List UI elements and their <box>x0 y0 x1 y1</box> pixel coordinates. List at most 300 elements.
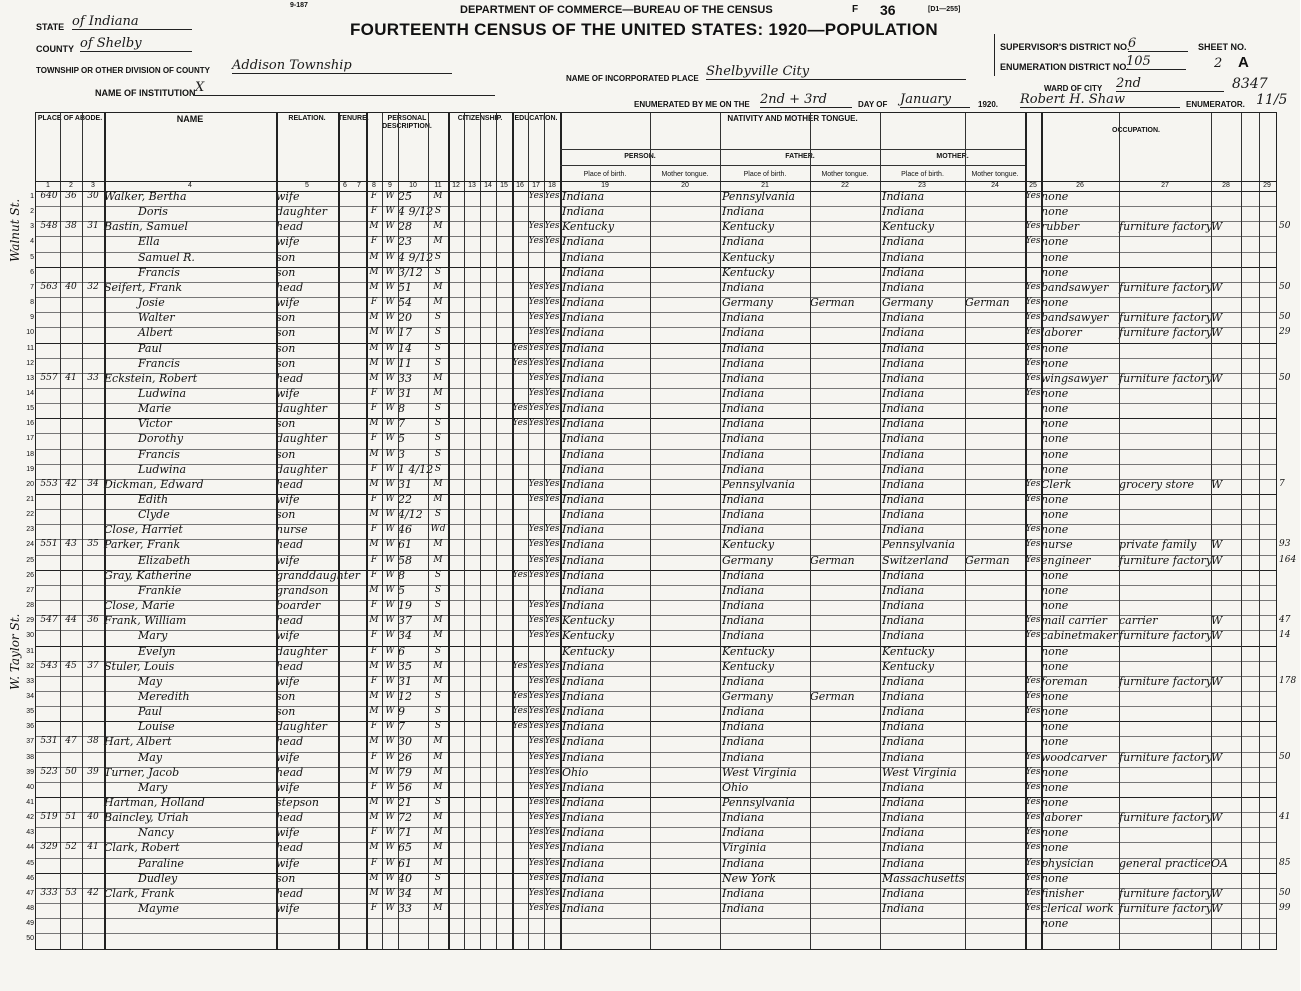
cell-rel: head <box>276 371 304 385</box>
cell-line: 9 <box>30 314 34 322</box>
cell-fpob: Indiana <box>722 902 765 916</box>
cell-line: 48 <box>26 905 34 913</box>
cell-write: Yes <box>544 842 560 853</box>
cell-pob: Indiana <box>562 462 605 476</box>
cell-name: Paraline <box>138 856 184 870</box>
cell-race: W <box>385 266 395 277</box>
enumerator-name: Robert H. Shaw <box>1020 92 1180 108</box>
cell-write: Yes <box>544 660 560 671</box>
cell-eng: Yes <box>1025 827 1041 838</box>
cell-read: Yes <box>528 554 544 565</box>
mother-pob-header: Place of birth. <box>901 171 944 178</box>
cell-trade: none <box>1041 493 1069 506</box>
person-tongue-header: Mother tongue. <box>661 171 709 178</box>
cell-mtongue: German <box>965 553 1010 567</box>
cell-dwelling: 53 <box>65 887 77 898</box>
ward-value: 2nd <box>1116 76 1224 92</box>
cell-trade: none <box>1041 508 1069 522</box>
cell-trade: none <box>1041 796 1069 809</box>
cell-mar: Wd <box>430 524 446 535</box>
cell-dwelling: 38 <box>65 221 77 232</box>
cell-pob: Indiana <box>562 583 605 597</box>
cell-fpob: Kentucky <box>722 265 775 279</box>
cell-fpob: Indiana <box>722 583 765 597</box>
cell-fpob: Indiana <box>722 629 765 643</box>
cell-race: W <box>385 812 395 823</box>
cell-name: Seifert, Frank <box>104 280 183 294</box>
cell-trade: woodcarver <box>1041 750 1107 764</box>
cell-trade: wingsawyer <box>1041 371 1108 385</box>
cell-dwelling: 45 <box>65 660 77 671</box>
cell-industry: furniture factory <box>1119 750 1213 764</box>
cell-sex: M <box>369 539 379 550</box>
cell-trade: none <box>1041 917 1069 931</box>
cell-emp: W <box>1211 326 1223 340</box>
cell-pob: Indiana <box>562 523 605 537</box>
cell-trade: none <box>1041 250 1069 264</box>
column-number: 3 <box>91 182 95 189</box>
cell-rel: daughter <box>276 720 327 734</box>
cell-mpob: Indiana <box>882 447 925 461</box>
cell-mpob: Indiana <box>882 477 925 491</box>
cell-family: 41 <box>87 842 99 853</box>
cell-pob: Indiana <box>562 447 605 461</box>
cell-name: Francis <box>138 447 180 461</box>
cell-sex: M <box>369 812 379 823</box>
cell-pob: Indiana <box>562 796 605 809</box>
enumerated-year: 1920. <box>978 100 999 109</box>
cell-fpob: Indiana <box>722 826 765 840</box>
cell-mpob: Indiana <box>882 856 925 870</box>
cell-fpob: Indiana <box>722 447 765 461</box>
cell-line: 27 <box>26 586 34 594</box>
cell-mpob: Indiana <box>882 235 925 249</box>
cell-age: 46 <box>398 523 412 537</box>
cell-mar: M <box>433 281 443 292</box>
cell-name: Dickman, Edward <box>104 477 204 491</box>
cell-house: 551 <box>40 539 58 550</box>
cell-age: 61 <box>398 856 412 870</box>
cell-line: 50 <box>26 935 34 943</box>
cell-line: 15 <box>26 405 34 413</box>
cell-trade: none <box>1041 432 1069 446</box>
cell-name: Frank, William <box>104 614 187 628</box>
cell-read: Yes <box>528 872 544 883</box>
cell-read: Yes <box>528 766 544 777</box>
cell-fpob: Kentucky <box>722 644 775 658</box>
cell-race: W <box>385 872 395 883</box>
cell-family: 31 <box>87 221 99 232</box>
cell-line: 5 <box>30 253 34 261</box>
cell-write: Yes <box>544 191 560 201</box>
cell-sex: M <box>369 448 379 459</box>
cell-rel: wife <box>276 386 300 400</box>
margin-street-2: W. Taylor St. <box>8 613 22 690</box>
cell-rel: head <box>276 841 304 855</box>
column-rule <box>428 113 429 949</box>
cell-industry: grocery store <box>1119 477 1195 491</box>
cell-race: W <box>385 509 395 520</box>
cell-ftongue: German <box>810 553 855 567</box>
cell-race: W <box>385 645 395 656</box>
cell-line: 6 <box>30 268 34 276</box>
cell-mpob: Indiana <box>882 796 925 809</box>
cell-trade: none <box>1041 402 1069 416</box>
cell-mpob: Indiana <box>882 523 925 537</box>
cell-rel: wife <box>276 856 300 870</box>
cell-pob: Indiana <box>562 477 605 491</box>
column-rule <box>448 113 450 949</box>
cell-mar: M <box>433 236 443 247</box>
cell-pob: Indiana <box>562 886 605 900</box>
cell-mar: S <box>434 327 442 338</box>
cell-fpob: Indiana <box>722 356 765 370</box>
cell-sex: M <box>369 372 379 383</box>
cell-race: W <box>385 251 395 262</box>
cell-race: W <box>385 827 395 838</box>
cell-mpob: Indiana <box>882 780 925 794</box>
cell-pob: Indiana <box>562 296 605 310</box>
cell-mar: M <box>433 887 443 898</box>
cell-name: Francis <box>138 265 180 279</box>
cell-fpob: Pennsylvania <box>722 796 795 809</box>
col-group-citizenship: CITIZENSHIP. <box>457 115 503 122</box>
cell-name: Dorothy <box>138 432 184 446</box>
sheet-code: 36 <box>880 2 896 18</box>
cell-pob: Indiana <box>562 356 605 370</box>
cell-race: W <box>385 600 395 611</box>
cell-mpob: Indiana <box>882 629 925 643</box>
cell-write: Yes <box>544 766 560 777</box>
cell-trade: none <box>1041 235 1069 249</box>
cell-eng: Yes <box>1025 675 1041 686</box>
d1-code: [D1—255] <box>928 6 961 13</box>
cell-eng: Yes <box>1025 236 1041 247</box>
cell-line: 43 <box>26 829 34 837</box>
cell-emp: W <box>1211 220 1223 234</box>
cell-emp: W <box>1211 811 1223 825</box>
col-group-name: NAME <box>176 114 204 124</box>
cell-mpob: Indiana <box>882 735 925 749</box>
column-number: 1 <box>46 182 50 189</box>
cell-trade: nurse <box>1041 538 1073 552</box>
cell-read: Yes <box>528 478 544 489</box>
sheet-no-value: 2 <box>1214 56 1223 71</box>
col-group-person: PERSON. <box>624 153 656 160</box>
county-label: COUNTY <box>36 44 74 54</box>
cell-mar: S <box>434 645 442 656</box>
cell-mar: S <box>434 509 442 520</box>
column-rule <box>810 113 811 949</box>
column-number: 4 <box>188 182 192 189</box>
cell-mar: M <box>433 827 443 838</box>
cell-mpob: Indiana <box>882 750 925 764</box>
cell-line: 2 <box>30 208 34 216</box>
cell-line: 42 <box>26 814 34 822</box>
cell-line: 35 <box>26 708 34 716</box>
table-row <box>26 933 1276 948</box>
cell-age: 37 <box>398 614 412 628</box>
cell-fpob: Indiana <box>722 417 765 431</box>
enumerated-days: 2nd + 3rd <box>760 92 852 108</box>
cell-rel: head <box>276 538 304 552</box>
cell-school: Yes <box>512 690 528 701</box>
cell-line: 25 <box>26 556 34 564</box>
cell-age: 5 <box>398 583 405 597</box>
cell-name: Ella <box>138 235 160 249</box>
cell-name: May <box>138 750 163 764</box>
cell-mtongue: German <box>965 296 1010 310</box>
cell-age: 1 4/12 <box>398 462 434 476</box>
column-number: 5 <box>305 182 309 189</box>
cell-mpob: Indiana <box>882 280 925 294</box>
cell-age: 72 <box>398 811 412 825</box>
cell-race: W <box>385 357 395 368</box>
column-number: 15 <box>500 182 508 189</box>
cell-dwelling: 52 <box>65 842 77 853</box>
cell-industry: private family <box>1119 538 1197 552</box>
cell-industry: furniture factory <box>1119 629 1213 643</box>
cell-read: Yes <box>528 403 544 414</box>
cell-mpob: Pennsylvania <box>882 538 955 552</box>
cell-fpob: West Virginia <box>722 765 797 779</box>
cell-fpob: Pennsylvania <box>722 477 795 491</box>
cell-name: Edith <box>138 493 169 506</box>
column-number: 25 <box>1029 182 1037 189</box>
cell-name: Clark, Frank <box>104 886 175 900</box>
cell-eng: Yes <box>1025 387 1041 398</box>
cell-name: Ludwina <box>138 462 187 476</box>
cell-trade: laborer <box>1041 811 1082 825</box>
cell-read: Yes <box>528 615 544 626</box>
cell-write: Yes <box>544 827 560 838</box>
cell-age: 54 <box>398 296 412 310</box>
cell-sex: F <box>370 630 378 641</box>
cell-fpob: Kentucky <box>722 538 775 552</box>
column-rule <box>464 113 465 949</box>
cell-family: 37 <box>87 660 99 671</box>
cell-trade: mail carrier <box>1041 614 1108 628</box>
cell-sex: M <box>369 251 379 262</box>
cell-fpob: Indiana <box>722 326 765 340</box>
cell-age: 51 <box>398 280 412 294</box>
cell-industry: furniture factory <box>1119 326 1213 340</box>
cell-pob: Kentucky <box>562 629 615 643</box>
cell-mar: S <box>434 418 442 429</box>
cell-rel: wife <box>276 493 300 506</box>
cell-mar: M <box>433 539 443 550</box>
cell-line: 21 <box>26 496 34 503</box>
cell-write: Yes <box>544 418 560 429</box>
cell-write: Yes <box>544 690 560 701</box>
cell-family: 35 <box>87 539 99 550</box>
cell-eng: Yes <box>1025 281 1041 292</box>
cell-house: 543 <box>40 660 58 671</box>
cell-mar: S <box>434 463 442 474</box>
nativity-subrule <box>560 165 1025 166</box>
cell-rel: son <box>276 311 296 325</box>
cell-pob: Indiana <box>562 780 605 794</box>
row-rule <box>36 949 1276 950</box>
cell-fpob: Indiana <box>722 614 765 628</box>
cell-family: 36 <box>87 615 99 626</box>
cell-age: 14 <box>398 341 412 355</box>
cell-race: W <box>385 206 395 217</box>
cell-eng: Yes <box>1025 478 1041 489</box>
cell-rel: head <box>276 659 304 673</box>
cell-age: 6 <box>398 644 405 658</box>
column-number: 26 <box>1076 182 1084 189</box>
cell-trade: none <box>1041 296 1069 310</box>
cell-margin-code: 178 <box>1279 675 1297 686</box>
col-group-father: FATHER. <box>785 153 815 160</box>
cell-mar: S <box>434 342 442 353</box>
cell-mpob: Indiana <box>882 568 925 582</box>
cell-race: W <box>385 903 395 914</box>
cell-rel: grandson <box>276 583 329 597</box>
cell-pob: Indiana <box>562 326 605 340</box>
cell-mpob: Indiana <box>882 462 925 476</box>
cell-pob: Indiana <box>562 538 605 552</box>
cell-fpob: Indiana <box>722 508 765 522</box>
cell-sex: F <box>370 297 378 308</box>
person-pob-header: Place of birth. <box>583 171 627 178</box>
col-group-relation: RELATION. <box>288 115 326 122</box>
cell-rel: son <box>276 689 296 703</box>
cell-read: Yes <box>528 221 544 232</box>
cell-write: Yes <box>544 569 560 580</box>
cell-fpob: Indiana <box>722 523 765 537</box>
sheet-no-label: SHEET NO. <box>1198 42 1247 52</box>
cell-trade: Clerk <box>1041 477 1072 491</box>
cell-name: Meredith <box>138 689 190 703</box>
cell-rel: wife <box>276 826 300 840</box>
cell-fpob: Indiana <box>722 674 765 688</box>
cell-mar: M <box>433 766 443 777</box>
cell-age: 20 <box>398 311 412 325</box>
cell-race: W <box>385 690 395 701</box>
cell-mpob: Indiana <box>882 386 925 400</box>
form-number: 9-187 <box>290 2 308 9</box>
cell-house: 523 <box>40 766 58 777</box>
cell-read: Yes <box>528 569 544 580</box>
cell-house: 547 <box>40 615 58 626</box>
cell-fpob: Ohio <box>722 780 749 794</box>
cell-age: 17 <box>398 326 412 340</box>
cell-school: Yes <box>512 660 528 671</box>
cell-rel: head <box>276 735 304 749</box>
cell-eng: Yes <box>1025 297 1041 308</box>
cell-race: W <box>385 191 395 201</box>
cell-age: 79 <box>398 765 412 779</box>
cell-pob: Indiana <box>562 856 605 870</box>
cell-name: Eckstein, Robert <box>104 371 198 385</box>
cell-eng: Yes <box>1025 554 1041 565</box>
cell-sex: F <box>370 827 378 838</box>
cell-race: W <box>385 615 395 626</box>
cell-age: 31 <box>398 674 412 688</box>
cell-age: 35 <box>398 659 412 673</box>
cell-read: Yes <box>528 357 544 368</box>
cell-industry: furniture factory <box>1119 553 1213 567</box>
cell-race: W <box>385 221 395 232</box>
cell-rel: wife <box>276 235 300 249</box>
cell-mar: S <box>434 433 442 444</box>
cell-write: Yes <box>544 281 560 292</box>
cell-mar: M <box>433 387 443 398</box>
cell-line: 8 <box>30 299 34 307</box>
cell-rel: son <box>276 250 296 264</box>
cell-line: 40 <box>26 783 34 791</box>
cell-school: Yes <box>512 357 528 368</box>
column-rule <box>366 113 368 949</box>
cell-line: 29 <box>26 617 34 625</box>
cell-dwelling: 41 <box>65 372 77 383</box>
cell-age: 25 <box>398 190 412 203</box>
cell-mpob: Indiana <box>882 599 925 613</box>
cell-pob: Kentucky <box>562 220 615 234</box>
cell-margin-code: 93 <box>1279 539 1291 550</box>
column-number: 10 <box>409 182 417 189</box>
cell-margin-code: 29 <box>1279 327 1291 338</box>
cell-name: Marie <box>138 402 172 416</box>
column-rule <box>544 113 545 949</box>
cell-age: 7 <box>398 720 405 734</box>
cell-mar: M <box>433 903 443 914</box>
cell-race: W <box>385 736 395 747</box>
cell-trade: none <box>1041 523 1069 537</box>
cell-write: Yes <box>544 903 560 914</box>
cell-read: Yes <box>528 418 544 429</box>
cell-age: 4 9/12 <box>398 250 434 264</box>
cell-industry: furniture factory <box>1119 811 1213 825</box>
cell-age: 30 <box>398 735 412 749</box>
cell-pob: Indiana <box>562 402 605 416</box>
cell-rel: son <box>276 417 296 431</box>
cell-race: W <box>385 706 395 717</box>
cell-fpob: Germany <box>722 689 773 703</box>
cell-pob: Indiana <box>562 386 605 400</box>
cell-mar: M <box>433 554 443 565</box>
day-of-label: DAY OF <box>858 100 888 109</box>
cell-name: Francis <box>138 356 180 370</box>
cell-race: W <box>385 387 395 398</box>
cell-read: Yes <box>528 191 544 201</box>
cell-emp: W <box>1211 750 1223 764</box>
cell-rel: son <box>276 356 296 370</box>
cell-line: 22 <box>26 511 34 519</box>
cell-rel: wife <box>276 674 300 688</box>
cell-eng: Yes <box>1025 357 1041 368</box>
cell-line: 31 <box>26 647 34 655</box>
cell-read: Yes <box>528 706 544 717</box>
cell-mar: M <box>433 372 443 383</box>
cell-name: Walker, Bertha <box>104 190 187 203</box>
column-rule <box>1119 113 1120 949</box>
cell-eng: Yes <box>1025 857 1041 868</box>
cell-sex: F <box>370 387 378 398</box>
cell-rel: head <box>276 886 304 900</box>
cell-sex: M <box>369 797 379 807</box>
cell-family: 42 <box>87 887 99 898</box>
cell-trade: none <box>1041 417 1069 431</box>
cell-eng: Yes <box>1025 615 1041 626</box>
cell-mar: M <box>433 615 443 626</box>
cell-mpob: Indiana <box>882 356 925 370</box>
cell-line: 12 <box>26 359 34 367</box>
cell-trade: cabinetmaker <box>1041 629 1118 643</box>
cell-line: 7 <box>30 283 34 291</box>
